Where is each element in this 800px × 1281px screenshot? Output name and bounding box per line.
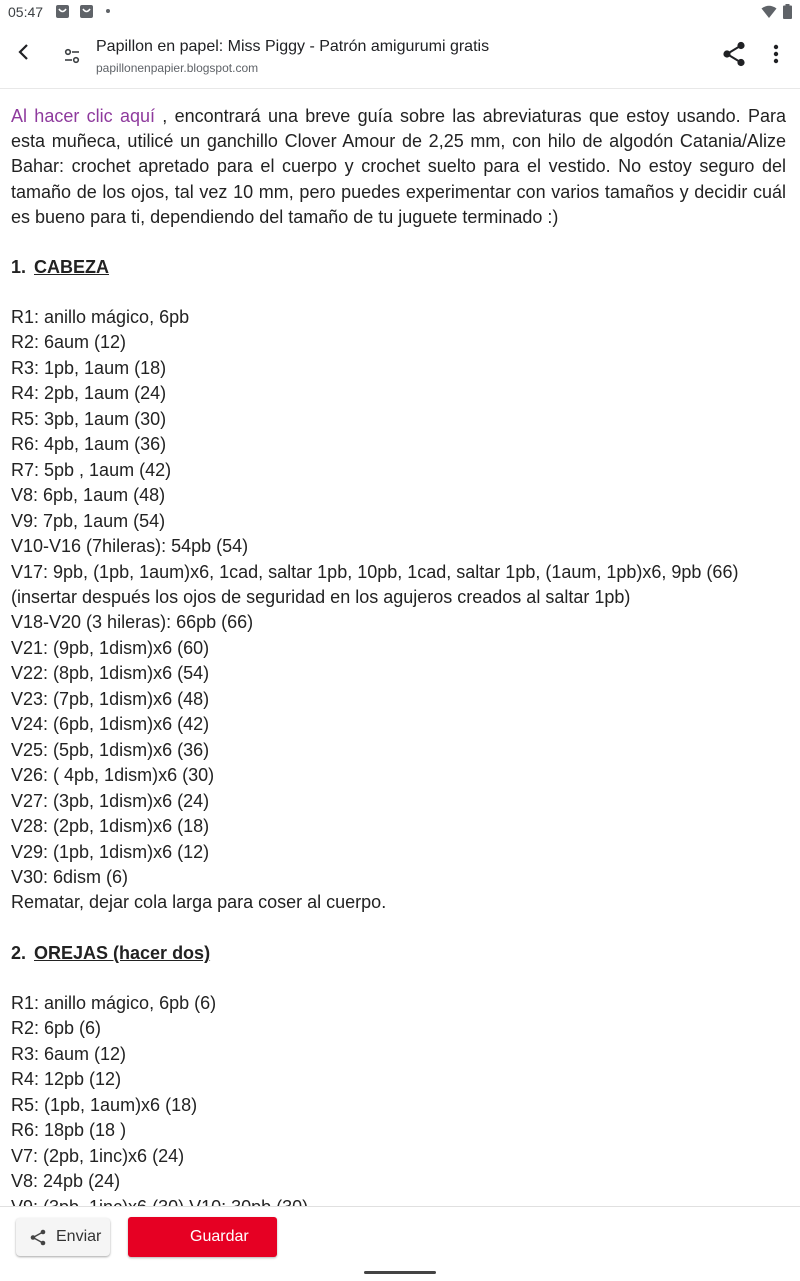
more-options-button[interactable]: [762, 38, 790, 70]
pattern-row: V30: 6dism (6): [11, 866, 129, 887]
intro-paragraph: [11, 104, 786, 230]
pattern-row: R1: anillo mágico, 6pb (6): [11, 992, 217, 1013]
send-button[interactable]: [16, 1218, 110, 1256]
gesture-nav-handle[interactable]: [364, 1271, 436, 1274]
bottom-action-bar: [0, 1206, 800, 1281]
pattern-row: Rematar, dejar cola larga para coser al cuerpo.: [11, 892, 387, 913]
pattern-row: V10-V16 (7hileras): 54pb (54): [11, 536, 249, 557]
pattern-row: V24: (6pb, 1dism)x6 (42): [11, 714, 210, 735]
section-title: OREJAS (hacer dos): [34, 942, 211, 963]
pattern-rows: [11, 305, 786, 916]
pattern-row: V27: (3pb, 1dism)x6 (24): [11, 790, 210, 811]
pattern-row: (insertar después los ojos de seguridad en los agujeros creados al saltar 1pb): [11, 587, 631, 607]
save-button[interactable]: [128, 1217, 277, 1257]
intro-text: , encontrará una breve guía sobre las abreviaturas que estoy usando. Para esta muñeca, utilicé un ganchillo Clover Amour de 2,25 mm, con hilo de algodón Catania/Alize Bahar: crochet apretado para el cuerpo y crochet suelto para el vestido. No estoy seguro del tamaño de los ojos, tal vez 10 mm, pero puedes experimentar con varios tamaños y decidir cuál es bueno para ti, dependiendo del tamaño de tu juguete terminado :): [11, 106, 786, 227]
pattern-row: V28: (2pb, 1dism)x6 (18): [11, 816, 210, 837]
pattern-row: V21: (9pb, 1dism)x6 (60): [11, 637, 210, 658]
section-number: 1.: [11, 257, 27, 278]
status-bar: [0, 0, 800, 24]
save-label: Guardar: [190, 1228, 249, 1245]
status-time: 05:47: [8, 4, 44, 20]
pattern-row: R6: 18pb (18 ): [11, 1120, 127, 1141]
share-icon: [722, 41, 746, 67]
wifi-icon: [761, 5, 777, 19]
pattern-row: V29: (1pb, 1dism)x6 (12): [11, 841, 210, 862]
pattern-row: V7: (2pb, 1inc)x6 (24): [11, 1145, 185, 1166]
page-title: Papillon en papel: Miss Piggy - Patrón amigurumi gratis: [96, 38, 490, 55]
abbreviations-link[interactable]: Al hacer clic aquí: [11, 106, 155, 126]
pattern-row: R1: anillo mágico, 6pb: [11, 307, 190, 328]
pattern-row: V8: 24pb (24): [11, 1171, 121, 1192]
tune-icon: [62, 46, 82, 66]
pattern-row: V26: ( 4pb, 1dism)x6 (30): [11, 765, 215, 786]
back-button[interactable]: [8, 36, 40, 68]
pattern-row: V23: (7pb, 1dism)x6 (48): [11, 688, 210, 709]
pattern-row: R3: 6aum (12): [11, 1043, 127, 1064]
pattern-row: R2: 6aum (12): [11, 332, 127, 353]
pattern-row: V18-V20 (3 hileras): 66pb (66): [11, 612, 254, 633]
more-vert-icon: [773, 44, 779, 64]
pattern-row: R5: (1pb, 1aum)x6 (18): [11, 1094, 198, 1115]
pattern-row: V22: (8pb, 1dism)x6 (54): [11, 663, 210, 684]
send-label: Enviar: [56, 1228, 102, 1245]
section-heading: [11, 255, 786, 280]
section-heading: [11, 941, 786, 966]
site-settings-button[interactable]: [56, 40, 88, 72]
browser-toolbar: [0, 24, 800, 89]
notification-icon: [56, 5, 69, 18]
pattern-row: V9: 7pb, 1aum (54): [11, 510, 166, 531]
pattern-row: R4: 2pb, 1aum (24): [11, 383, 167, 404]
share-icon: [30, 1229, 46, 1246]
pattern-row: R7: 5pb , 1aum (42): [11, 459, 172, 480]
more-notifications-dot-icon: [106, 9, 110, 13]
back-arrow-icon: [14, 42, 34, 62]
pattern-row: R5: 3pb, 1aum (30): [11, 408, 167, 429]
notification-icon: [80, 5, 93, 18]
pattern-row: R4: 12pb (12): [11, 1069, 122, 1090]
pattern-row: V25: (5pb, 1dism)x6 (36): [11, 739, 210, 760]
article-content: [11, 104, 786, 1204]
pattern-rows: [11, 991, 786, 1220]
share-button[interactable]: [718, 38, 750, 70]
pattern-row: R2: 6pb (6): [11, 1018, 102, 1039]
pattern-row: R6: 4pb, 1aum (36): [11, 434, 167, 455]
section-title: CABEZA: [34, 257, 110, 278]
section-number: 2.: [11, 942, 27, 963]
pattern-row: V17: 9pb, (1pb, 1aum)x6, 1cad, saltar 1pb, 10pb, 1cad, saltar 1pb, (1aum, 1pb)x6, 9pb (66): [11, 561, 739, 582]
pattern-row: R3: 1pb, 1aum (18): [11, 357, 167, 378]
pattern-row: V8: 6pb, 1aum (48): [11, 485, 166, 506]
battery-icon: [783, 4, 792, 19]
page-url: papillonenpapier.blogspot.com: [96, 61, 259, 75]
